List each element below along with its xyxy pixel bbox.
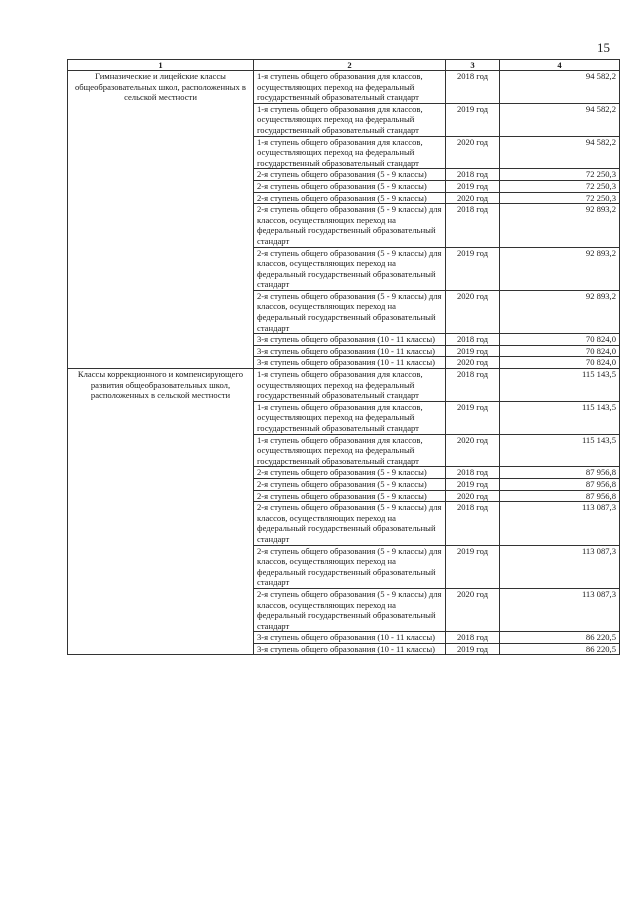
level-description-cell: 3-я ступень общего образования (10 - 11 классы) [254, 334, 446, 346]
year-cell: 2020 год [446, 192, 500, 204]
level-description-cell: 2-я ступень общего образования (5 - 9 классы) для классов, осуществляющих переход на федеральный государственный образовательный стандарт [254, 290, 446, 333]
level-description-cell: 2-я ступень общего образования (5 - 9 классы) для классов, осуществляющих переход на федеральный государственный образовательный стандарт [254, 204, 446, 247]
level-description-cell: 1-я ступень общего образования для классов, осуществляющих переход на федеральный государственный образовательный стандарт [254, 434, 446, 467]
header-row [68, 60, 620, 71]
tariff-table [67, 59, 620, 655]
value-cell: 113 087,3 [500, 588, 620, 631]
level-description-cell: 2-я ступень общего образования (5 - 9 классы) [254, 478, 446, 490]
value-cell: 70 824,0 [500, 334, 620, 346]
level-description-cell: 2-я ступень общего образования (5 - 9 классы) [254, 490, 446, 502]
level-description-cell: 2-я ступень общего образования (5 - 9 классы) для классов, осуществляющих переход на федеральный государственный образовательный стандарт [254, 545, 446, 588]
level-description-cell: 3-я ступень общего образования (10 - 11 классы) [254, 643, 446, 655]
table-row [68, 71, 620, 104]
value-cell: 115 143,5 [500, 434, 620, 467]
value-cell: 86 220,5 [500, 632, 620, 644]
level-description-cell: 3-я ступень общего образования (10 - 11 классы) [254, 345, 446, 357]
value-cell: 72 250,3 [500, 192, 620, 204]
year-cell: 2020 год [446, 434, 500, 467]
year-cell: 2018 год [446, 169, 500, 181]
level-description-cell: 1-я ступень общего образования для классов, осуществляющих переход на федеральный государственный образовательный стандарт [254, 369, 446, 402]
table-row [68, 369, 620, 402]
value-cell: 94 582,2 [500, 71, 620, 104]
year-cell: 2018 год [446, 369, 500, 402]
level-description-cell: 2-я ступень общего образования (5 - 9 классы) для классов, осуществляющих переход на федеральный государственный образовательный стандарт [254, 502, 446, 545]
value-cell: 87 956,8 [500, 467, 620, 479]
value-cell: 86 220,5 [500, 643, 620, 655]
value-cell: 87 956,8 [500, 490, 620, 502]
value-cell: 113 087,3 [500, 502, 620, 545]
value-cell: 92 893,2 [500, 290, 620, 333]
column-header: 4 [500, 60, 620, 71]
page-number: 15 [597, 40, 610, 55]
level-description-cell: 1-я ступень общего образования для классов, осуществляющих переход на федеральный государственный образовательный стандарт [254, 401, 446, 434]
year-cell: 2019 год [446, 103, 500, 136]
level-description-cell: 2-я ступень общего образования (5 - 9 классы) [254, 467, 446, 479]
year-cell: 2020 год [446, 136, 500, 169]
value-cell: 92 893,2 [500, 247, 620, 290]
level-description-cell: 3-я ступень общего образования (10 - 11 классы) [254, 632, 446, 644]
year-cell: 2019 год [446, 545, 500, 588]
year-cell: 2019 год [446, 180, 500, 192]
level-description-cell: 2-я ступень общего образования (5 - 9 классы) [254, 169, 446, 181]
value-cell: 70 824,0 [500, 345, 620, 357]
year-cell: 2018 год [446, 71, 500, 104]
year-cell: 2020 год [446, 490, 500, 502]
year-cell: 2018 год [446, 502, 500, 545]
level-description-cell: 1-я ступень общего образования для классов, осуществляющих переход на федеральный государственный образовательный стандарт [254, 136, 446, 169]
table-body [68, 71, 620, 655]
year-cell: 2020 год [446, 588, 500, 631]
column-header: 2 [254, 60, 446, 71]
category-cell: Классы коррекционного и компенсирующего развития общеобразовательных школ, расположенных в сельской местности [68, 369, 254, 655]
column-header: 1 [68, 60, 254, 71]
year-cell: 2020 год [446, 290, 500, 333]
category-cell: Гимназические и лицейские классы общеобразовательных школ, расположенных в сельской местности [68, 71, 254, 369]
level-description-cell: 2-я ступень общего образования (5 - 9 классы) [254, 192, 446, 204]
year-cell: 2020 год [446, 357, 500, 369]
level-description-cell: 1-я ступень общего образования для классов, осуществляющих переход на федеральный государственный образовательный стандарт [254, 103, 446, 136]
level-description-cell: 1-я ступень общего образования для классов, осуществляющих переход на федеральный государственный образовательный стандарт [254, 71, 446, 104]
value-cell: 92 893,2 [500, 204, 620, 247]
value-cell: 113 087,3 [500, 545, 620, 588]
value-cell: 72 250,3 [500, 180, 620, 192]
year-cell: 2018 год [446, 334, 500, 346]
year-cell: 2019 год [446, 345, 500, 357]
year-cell: 2019 год [446, 643, 500, 655]
level-description-cell: 2-я ступень общего образования (5 - 9 классы) для классов, осуществляющих переход на федеральный государственный образовательный стандарт [254, 247, 446, 290]
value-cell: 70 824,0 [500, 357, 620, 369]
value-cell: 115 143,5 [500, 369, 620, 402]
level-description-cell: 3-я ступень общего образования (10 - 11 классы) [254, 357, 446, 369]
value-cell: 94 582,2 [500, 136, 620, 169]
value-cell: 94 582,2 [500, 103, 620, 136]
value-cell: 115 143,5 [500, 401, 620, 434]
year-cell: 2019 год [446, 401, 500, 434]
year-cell: 2018 год [446, 632, 500, 644]
value-cell: 87 956,8 [500, 478, 620, 490]
year-cell: 2018 год [446, 467, 500, 479]
level-description-cell: 2-я ступень общего образования (5 - 9 классы) [254, 180, 446, 192]
column-header: 3 [446, 60, 500, 71]
year-cell: 2019 год [446, 247, 500, 290]
value-cell: 72 250,3 [500, 169, 620, 181]
level-description-cell: 2-я ступень общего образования (5 - 9 классы) для классов, осуществляющих переход на федеральный государственный образовательный стандарт [254, 588, 446, 631]
year-cell: 2018 год [446, 204, 500, 247]
year-cell: 2019 год [446, 478, 500, 490]
